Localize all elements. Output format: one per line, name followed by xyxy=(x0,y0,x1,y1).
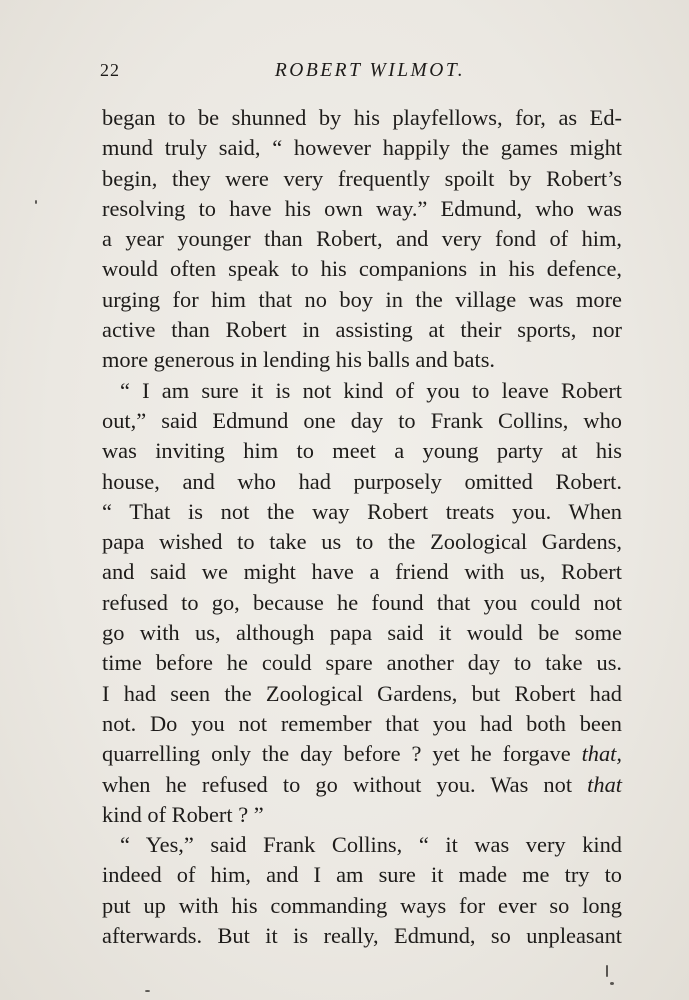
text-run: began to be shunned by his playfellows, for, as Ed- xyxy=(102,105,622,130)
text-run: papa wished to take us to the Zoological Gardens, xyxy=(102,529,622,555)
text-line xyxy=(102,648,622,678)
text-line xyxy=(102,376,622,406)
text-run: afterwards. But it is really, Edmund, so unpleasant xyxy=(102,923,622,949)
text-line xyxy=(102,618,622,648)
text-run: put up with his commanding ways for ever so long xyxy=(102,892,622,918)
body-text xyxy=(102,103,622,951)
text-line xyxy=(102,709,622,739)
text-run: out,” said Edmund one day to Frank Collins, who xyxy=(102,407,622,433)
text-line xyxy=(102,921,622,951)
text-line xyxy=(102,315,622,345)
text-run: “ Yes,” said Frank Collins, “ it was very kind xyxy=(120,832,622,858)
text-run: house, and who had purposely omitted Robert. xyxy=(102,468,622,494)
text-run: quarrelling only the day before ? yet he forgave xyxy=(102,741,582,767)
text-line xyxy=(102,497,622,527)
text-line xyxy=(102,254,622,284)
text-line xyxy=(102,770,622,800)
text-run: kind of Robert ? ” xyxy=(102,801,264,827)
text-run: time before he could spare another day to take us. xyxy=(102,650,622,676)
text-line xyxy=(102,224,622,254)
text-run: active than Robert in assisting at their sports, nor xyxy=(102,317,622,343)
text-run: begin, they were very frequently spoilt by Robert’s xyxy=(102,165,622,191)
text-line xyxy=(102,891,622,921)
text-line xyxy=(102,860,622,890)
text-line xyxy=(102,557,622,587)
italic-emphasis: that, xyxy=(581,741,622,767)
ink-speck xyxy=(610,982,614,985)
text-line xyxy=(102,103,622,133)
text-run: when he refused to go without you. Was not xyxy=(102,771,588,797)
italic-emphasis: that xyxy=(587,771,622,797)
text-run: “ That is not the way Robert treats you. When xyxy=(102,498,622,524)
text-line xyxy=(102,467,622,497)
running-title: ROBERT WILMOT. xyxy=(274,60,466,81)
text-run: a year younger than Robert, and very fond of him, xyxy=(102,226,622,252)
text-run: was inviting him to meet a young party at his xyxy=(102,438,622,464)
text-run: mund truly said, “ however happily the games might xyxy=(102,135,622,161)
text-run: and said we might have a friend with us, Robert xyxy=(102,559,622,585)
text-run: I had seen the Zoological Gardens, but Robert had xyxy=(102,680,622,706)
text-line xyxy=(102,345,622,375)
text-run: resolving to have his own way.” Edmund, who was xyxy=(102,195,622,221)
text-run: not. Do you not remember that you had both been xyxy=(102,710,622,736)
text-line xyxy=(102,406,622,436)
ink-speck xyxy=(35,200,37,204)
ink-speck xyxy=(145,990,150,992)
text-line xyxy=(102,164,622,194)
text-run: more generous in lending his balls and bats. xyxy=(102,347,496,373)
text-line xyxy=(102,588,622,618)
text-line xyxy=(102,133,622,163)
text-line xyxy=(102,679,622,709)
page-number: 22 xyxy=(100,60,120,80)
running-head xyxy=(100,60,622,84)
text-run: “ I am sure it is not kind of you to leave Robert xyxy=(120,377,622,403)
text-line xyxy=(102,800,622,830)
text-run: go with us, although papa said it would be some xyxy=(102,620,622,646)
text-run: urging for him that no boy in the village was more xyxy=(102,286,622,312)
text-run: would often speak to his companions in his defence, xyxy=(102,256,622,282)
ink-speck xyxy=(606,965,608,977)
text-line xyxy=(102,285,622,315)
text-line xyxy=(102,194,622,224)
text-line xyxy=(102,739,622,769)
text-run: refused to go, because he found that you could not xyxy=(102,589,622,615)
text-line xyxy=(102,830,622,860)
text-line xyxy=(102,527,622,557)
text-line xyxy=(102,436,622,466)
text-run: indeed of him, and I am sure it made me try to xyxy=(102,862,622,888)
